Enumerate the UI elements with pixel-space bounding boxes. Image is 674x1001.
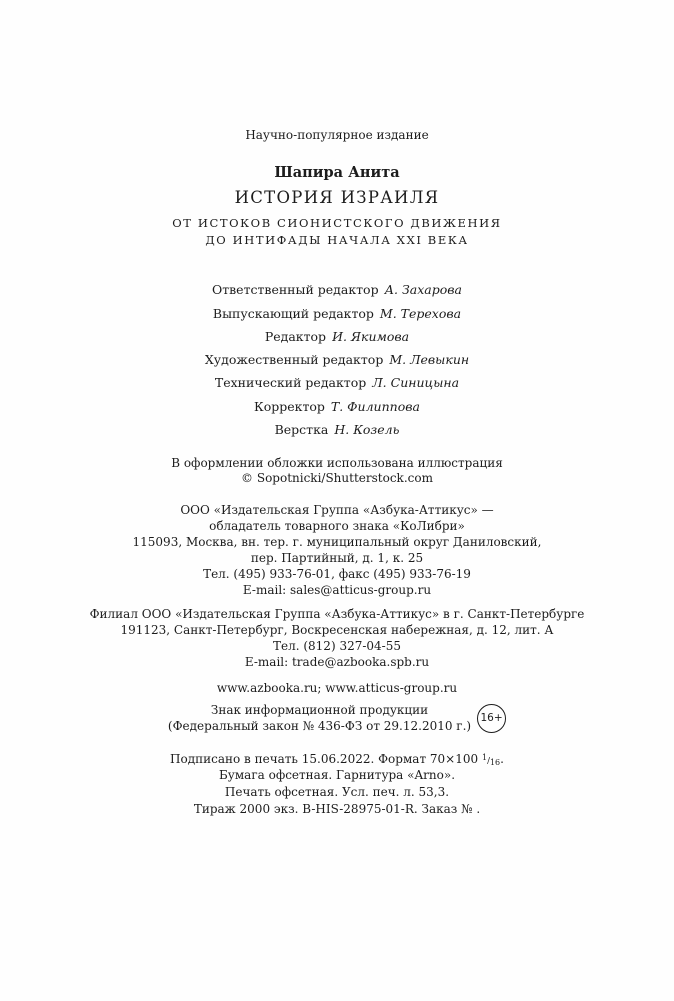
branch-email: E-mail: trade@azbooka.spb.ru	[244, 655, 430, 669]
credit-role: Верстка	[274, 422, 329, 437]
cover-credit-line-1: В оформлении обложки использована иллюстрация	[171, 456, 503, 470]
info-sign-row	[0, 703, 674, 734]
credit-person: М. Левыкин	[389, 352, 470, 367]
credit-role: Художественный редактор	[204, 352, 384, 367]
publisher-line: 115093, Москва, вн. тер. г. муниципальный округ Даниловский,	[132, 535, 542, 549]
credit-person: И. Якимова	[332, 329, 410, 344]
print-format-text: Подписано в печать 15.06.2022. Формат 70×100	[170, 752, 479, 766]
fraction-denominator: 16	[489, 758, 501, 767]
print-info-line-2: Бумага офсетная. Гарнитура «Arno».	[218, 768, 456, 782]
info-sign-text	[168, 703, 471, 734]
print-line-end: .	[500, 752, 504, 766]
book-title: ИСТОРИЯ ИЗРАИЛЯ	[234, 188, 440, 207]
credit-role: Редактор	[264, 329, 327, 344]
credit-person: Н. Козель	[334, 422, 400, 437]
fraction-numerator: 1	[481, 753, 488, 762]
credit-role: Ответственный редактор	[211, 282, 379, 297]
websites: www.azbooka.ru; www.atticus-group.ru	[216, 681, 458, 695]
publisher-line: пер. Партийный, д. 1, к. 25	[250, 551, 424, 565]
credit-role: Выпускающий редактор	[212, 306, 374, 321]
credit-row	[0, 282, 674, 298]
credit-row	[0, 375, 674, 391]
credit-row	[0, 399, 674, 415]
publisher-email: E-mail: sales@atticus-group.ru	[242, 583, 432, 597]
publisher-line: ООО «Издательская Группа «Азбука-Аттикус» —	[180, 503, 494, 517]
publisher-line: Тел. (495) 933-76-01, факс (495) 933-76-19	[203, 567, 471, 581]
edition-type: Научно-популярное издание	[245, 128, 429, 142]
credit-person: Т. Филиппова	[330, 399, 420, 414]
branch-line: Тел. (812) 327-04-55	[273, 639, 401, 653]
branch-line: Филиал ООО «Издательская Группа «Азбука-Аттикус» в г. Санкт-Петербурге	[89, 607, 585, 621]
credit-row	[0, 352, 674, 368]
author-name: Шапира Анита	[274, 164, 400, 181]
print-info-line-3: Печать офсетная. Усл. печ. л. 53,3.	[224, 785, 450, 799]
credit-row	[0, 329, 674, 345]
credit-person: Л. Синицына	[372, 375, 460, 390]
credit-person: М. Терехова	[379, 306, 462, 321]
subtitle-line-2: ДО ИНТИФАДЫ НАЧАЛА XXI ВЕКА	[205, 233, 469, 247]
publisher-line: обладатель товарного знака «КоЛибри»	[209, 519, 465, 533]
credit-row	[0, 306, 674, 322]
credit-role: Корректор	[254, 399, 325, 414]
info-sign-line-2: (Федеральный закон № 436-ФЗ от 29.12.2010 г.)	[167, 718, 472, 733]
credit-role: Технический редактор	[214, 375, 367, 390]
credit-row	[0, 422, 674, 438]
cover-credit-line-2: © Sopotnicki/Shutterstock.com	[241, 471, 433, 485]
print-info-line-4: Тираж 2000 экз. B-HIS-28975-01-R. Заказ № .	[193, 802, 481, 816]
format-fraction: $^1/_{16}$	[481, 753, 501, 767]
subtitle-line-1: ОТ ИСТОКОВ СИОНИСТСКОГО ДВИЖЕНИЯ	[172, 216, 502, 230]
age-rating-badge: 16+	[477, 704, 506, 733]
credit-person: А. Захарова	[384, 282, 462, 297]
branch-line: 191123, Санкт-Петербург, Воскресенская набережная, д. 12, лит. А	[120, 623, 554, 637]
info-sign-line-1: Знак информационной продукции	[210, 703, 429, 717]
